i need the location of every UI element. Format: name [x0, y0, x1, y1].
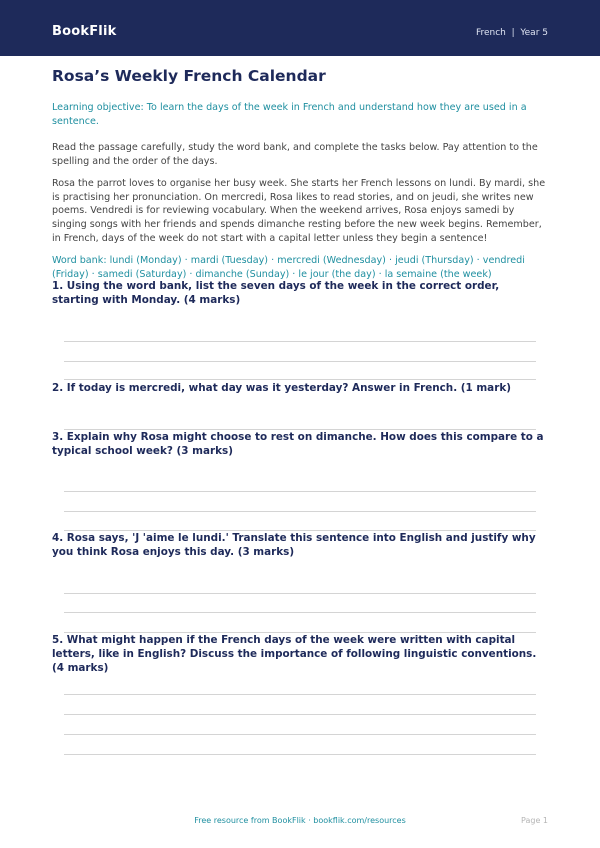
question-4: 4. Rosa says, 'J 'aime le lundi.' Translate this sentence into English and justify why you think Rosa enjoys this day. (3 marks)	[52, 532, 536, 558]
answer-line[interactable]	[64, 714, 536, 715]
instructions: Read the passage carefully, study the word bank, and complete the tasks below. Pay attention to the spelling and the order of the days.	[52, 142, 538, 167]
answer-line[interactable]	[64, 593, 536, 594]
brand-logo: BookFlik	[52, 24, 117, 39]
answer-line[interactable]	[64, 491, 536, 492]
answer-line[interactable]	[64, 694, 536, 695]
page-number: Page 1	[521, 816, 548, 825]
question-5: 5. What might happen if the French days of the week were written with capital letters, like in English? Discuss the importance of following linguistic conventions. (4 marks)	[52, 634, 537, 674]
header-bar	[0, 0, 600, 56]
answer-line[interactable]	[64, 341, 536, 342]
passage: Rosa the parrot loves to organise her busy week. She starts her French lessons on lundi. By mardi, she is practising her pronunciation. On mercredi, Rosa likes to read stories, and on jeudi, she writes new poems. Vendredi is for reviewing vocabulary. When the weekend arrives, Rosa enjoys samedi by singing songs with her friends and spends dimanche resting before the new week begins. Remember, in French, days of the week do not start with a capital letter unless they begin a sentence!	[52, 178, 546, 244]
footer-source[interactable]: Free resource from BookFlik · bookflik.com/resources	[194, 816, 406, 825]
subject-year: French | Year 5	[475, 28, 548, 38]
answer-line[interactable]	[64, 379, 536, 380]
answer-line[interactable]	[64, 361, 536, 362]
answer-line[interactable]	[64, 612, 536, 613]
answer-line[interactable]	[64, 754, 536, 755]
question-1: 1. Using the word bank, list the seven days of the week in the correct order, starting with Monday. (4 marks)	[52, 280, 500, 306]
answer-line[interactable]	[64, 511, 536, 512]
page-title: Rosa’s Weekly French Calendar	[52, 67, 326, 85]
answer-line[interactable]	[64, 734, 536, 735]
word-bank: Word bank: lundi (Monday) · mardi (Tuesday) · mercredi (Wednesday) · jeudi (Thursday) · vendredi (Friday) · samedi (Saturday) · dimanche (Sunday) · le jour (the day) · la semaine (the week)	[52, 255, 525, 280]
learning-objective: Learning objective: To learn the days of the week in French and understand how they are used in a sentence.	[52, 102, 527, 127]
question-2: 2. If today is mercredi, what day was it yesterday? Answer in French. (1 mark)	[52, 382, 511, 394]
intro-section	[52, 64, 548, 281]
question-3: 3. Explain why Rosa might choose to rest on dimanche. How does this compare to a typical school week? (3 marks)	[52, 431, 544, 457]
